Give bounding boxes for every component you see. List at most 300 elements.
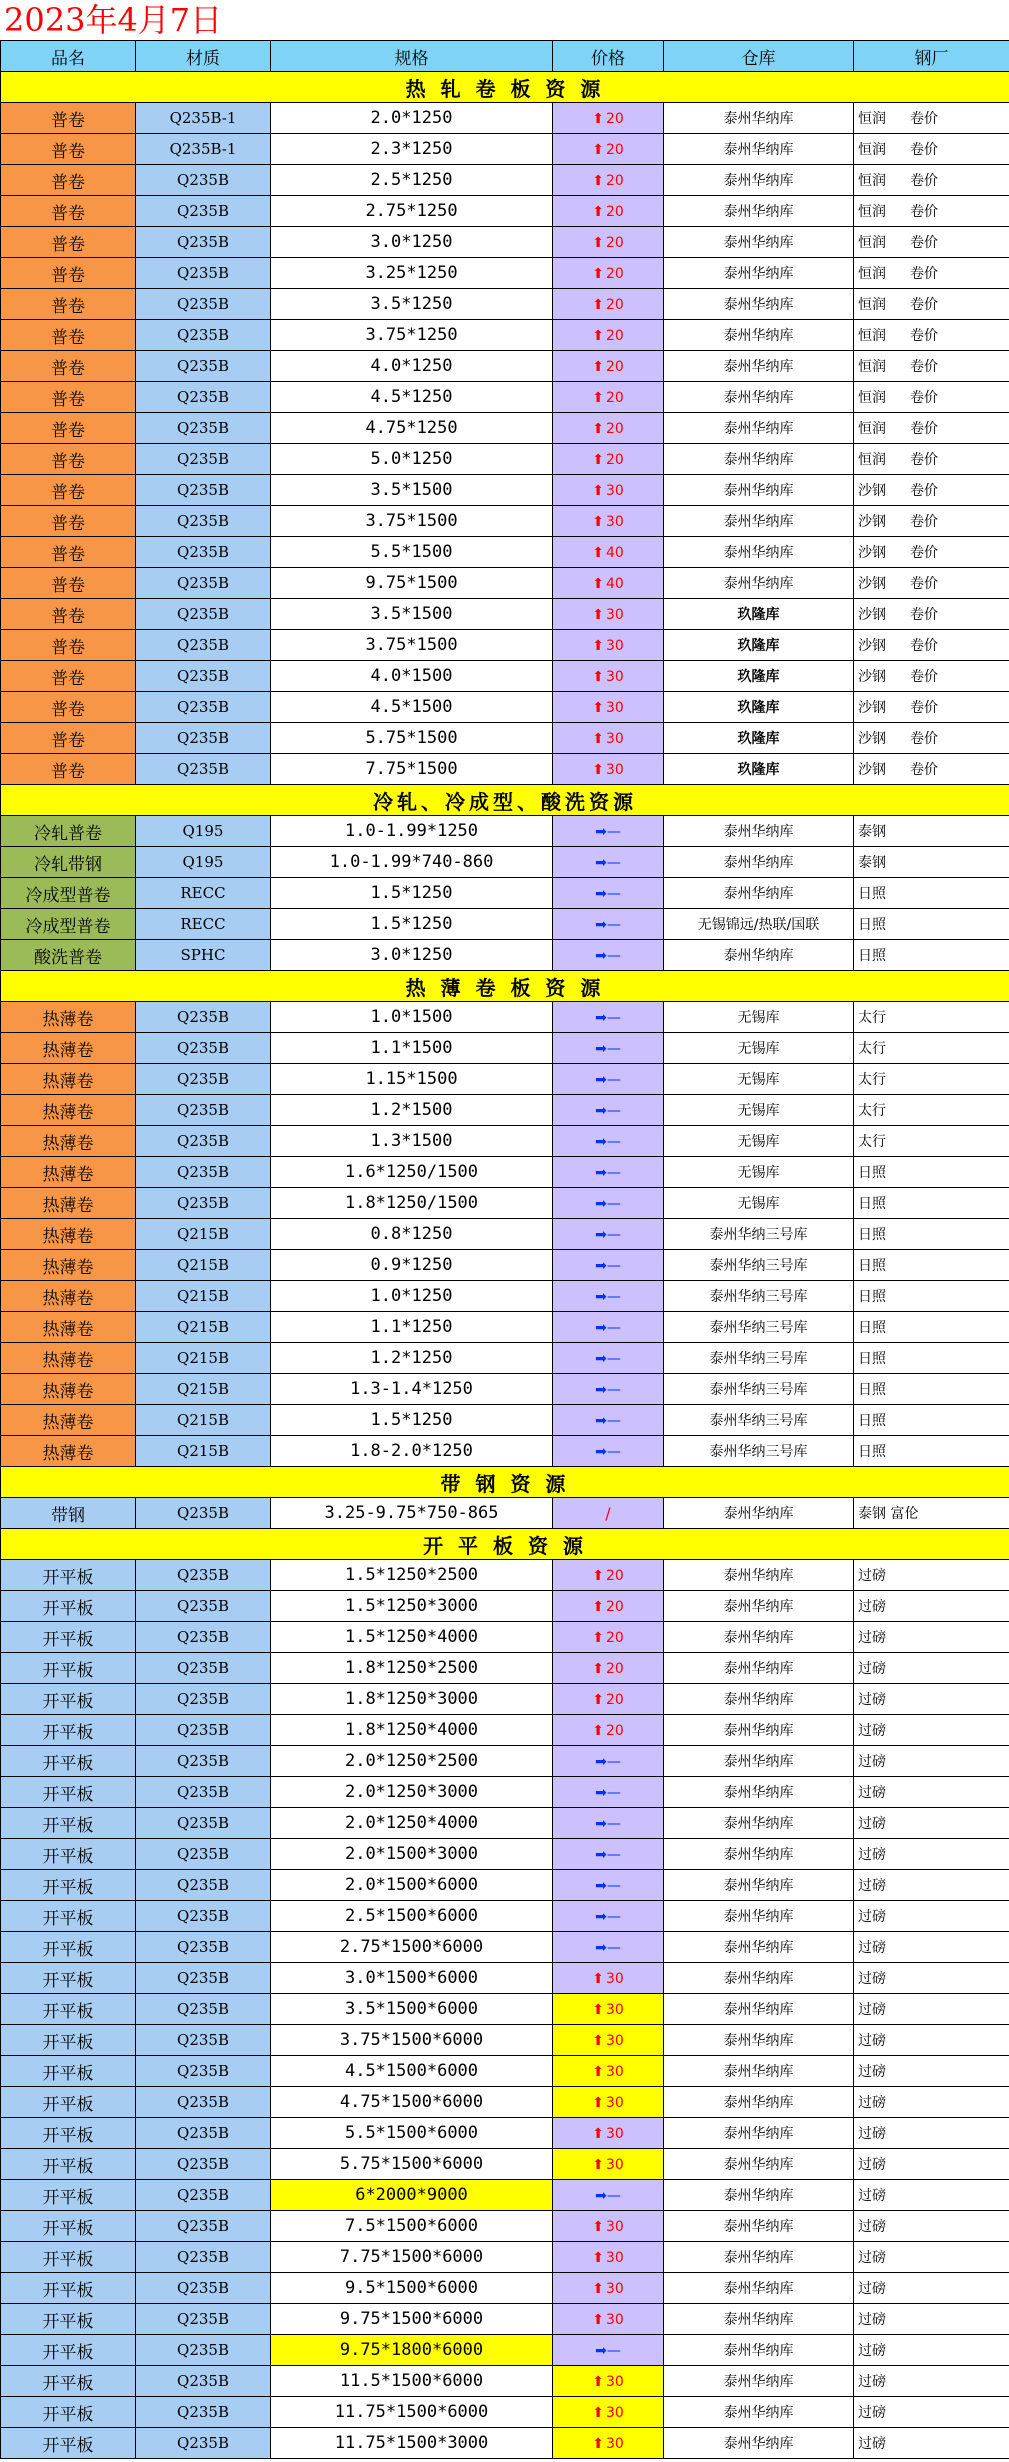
price-change	[595, 855, 621, 871]
spec-cell: 4.0*1250	[271, 351, 553, 382]
mill-name: 过磅	[858, 2126, 886, 2142]
mill-cell	[854, 2056, 1009, 2087]
warehouse-cell: 泰州华纳库	[664, 1870, 854, 1901]
mill-name: 过磅	[858, 1754, 886, 1770]
material-cell: Q235B	[136, 723, 271, 754]
spec-cell: 4.75*1500*6000	[271, 2087, 553, 2118]
price-cell	[553, 2397, 664, 2428]
warehouse-cell: 泰州华纳库	[664, 537, 854, 568]
price-value: —	[606, 1196, 621, 1212]
mill-name: 沙钢	[858, 731, 886, 747]
table-row	[1, 1777, 1009, 1808]
mill-cell	[854, 2335, 1009, 2366]
price-value: 20	[605, 359, 624, 375]
price-change	[595, 1165, 621, 1181]
warehouse-cell: 泰州华纳库	[664, 351, 854, 382]
price-change	[595, 1196, 621, 1212]
table-row	[1, 2180, 1009, 2211]
price-change	[595, 1072, 621, 1088]
table-row	[1, 2149, 1009, 2180]
material-cell: Q235B	[136, 630, 271, 661]
mill-name: 过磅	[858, 2343, 886, 2359]
material-cell: Q235B	[136, 661, 271, 692]
spec-cell: 6*2000*9000	[271, 2180, 553, 2211]
arrow-up-icon: ⬆	[592, 142, 604, 158]
price-cell	[553, 2428, 664, 2459]
mill-name: 日照	[858, 1165, 886, 1181]
spec-cell: 1.0*1500	[271, 1002, 553, 1033]
arrow-up-icon: ⬆	[592, 2095, 604, 2111]
mill-cell	[854, 940, 1009, 971]
mill-cell	[854, 320, 1009, 351]
price-value: 30	[605, 2095, 624, 2111]
material-cell: RECC	[136, 909, 271, 940]
product-name-cell: 冷成型普卷	[1, 909, 136, 940]
mill-cell	[854, 1126, 1009, 1157]
price-change	[595, 1103, 621, 1119]
table-row	[1, 1436, 1009, 1467]
price-cell	[553, 630, 664, 661]
spec-cell: 1.3-1.4*1250	[271, 1374, 553, 1405]
spec-cell: 3.5*1500	[271, 599, 553, 630]
warehouse-cell: 泰州华纳库	[664, 568, 854, 599]
price-value: —	[606, 1816, 621, 1832]
material-cell: Q195	[136, 816, 271, 847]
material-cell: Q235B	[136, 2304, 271, 2335]
table-row	[1, 444, 1009, 475]
material-cell: Q235B	[136, 351, 271, 382]
product-name-cell: 开平板	[1, 1746, 136, 1777]
mill-name: 过磅	[858, 2157, 886, 2173]
price-change	[592, 204, 624, 220]
price-cell	[553, 2304, 664, 2335]
warehouse-cell: 泰州华纳三号库	[664, 1219, 854, 1250]
price-value: 20	[605, 1599, 624, 1615]
price-cell	[553, 816, 664, 847]
spec-cell: 1.5*1250	[271, 878, 553, 909]
section-header-row	[1, 72, 1009, 103]
price-value: —	[606, 1320, 621, 1336]
mill-cell	[854, 1374, 1009, 1405]
arrow-up-icon: ⬆	[592, 483, 604, 499]
price-value: —	[606, 1754, 621, 1770]
price-change	[595, 1413, 621, 1429]
price-value: 20	[605, 421, 624, 437]
mill-name: 日照	[858, 1320, 886, 1336]
price-cell	[553, 382, 664, 413]
table-row	[1, 1250, 1009, 1281]
arrow-up-icon: ⬆	[592, 700, 604, 716]
material-cell: Q235B	[136, 1064, 271, 1095]
spec-cell: 1.5*1250	[271, 1405, 553, 1436]
warehouse-cell: 玖隆库	[664, 754, 854, 785]
warehouse-cell: 泰州华纳库	[664, 475, 854, 506]
arrow-right-icon: ➡	[595, 1382, 607, 1398]
spec-cell: 4.5*1500	[271, 692, 553, 723]
mill-cell	[854, 2149, 1009, 2180]
table-row	[1, 1746, 1009, 1777]
spec-cell: 1.0-1.99*1250	[271, 816, 553, 847]
warehouse-cell: 泰州华纳库	[664, 444, 854, 475]
warehouse-cell: 泰州华纳库	[664, 1498, 854, 1529]
mill-cell	[854, 1591, 1009, 1622]
arrow-right-icon: ➡	[595, 1103, 607, 1119]
spec-cell: 5.75*1500	[271, 723, 553, 754]
price-change	[592, 2064, 624, 2080]
price-cell	[553, 413, 664, 444]
arrow-up-icon: ⬆	[592, 1723, 604, 1739]
price-change	[595, 1878, 621, 1894]
price-value: 30	[605, 2312, 624, 2328]
table-row	[1, 382, 1009, 413]
price-value: 30	[605, 2219, 624, 2235]
price-change	[592, 545, 624, 561]
mill-name: 沙钢	[858, 762, 886, 778]
mill-note: 卷价	[910, 514, 938, 530]
product-name-cell: 开平板	[1, 2211, 136, 2242]
mill-name: 泰钢	[858, 824, 886, 840]
arrow-right-icon: ➡	[595, 1010, 607, 1026]
mill-cell	[854, 692, 1009, 723]
section-header-row	[1, 1467, 1009, 1498]
price-cell	[553, 1064, 664, 1095]
price-value: 30	[605, 607, 624, 623]
spec-cell: 1.5*1250*4000	[271, 1622, 553, 1653]
product-name-cell: 开平板	[1, 1653, 136, 1684]
mill-name: 日照	[858, 917, 886, 933]
mill-cell	[854, 413, 1009, 444]
price-cell	[553, 1219, 664, 1250]
price-change	[595, 917, 621, 933]
warehouse-cell: 泰州华纳库	[664, 940, 854, 971]
price-cell	[553, 1777, 664, 1808]
mill-note: 卷价	[910, 452, 938, 468]
price-cell	[553, 1405, 664, 1436]
mill-name: 过磅	[858, 2405, 886, 2421]
price-cell	[553, 1281, 664, 1312]
material-cell: Q235B	[136, 2149, 271, 2180]
arrow-right-icon: ➡	[595, 824, 607, 840]
price-change	[595, 948, 621, 964]
arrow-up-icon: ⬆	[592, 2219, 604, 2235]
table-row	[1, 1033, 1009, 1064]
material-cell: Q235B	[136, 2211, 271, 2242]
spec-cell: 9.5*1500*6000	[271, 2273, 553, 2304]
product-name-cell: 普卷	[1, 227, 136, 258]
mill-name: 过磅	[858, 1909, 886, 1925]
price-value: 30	[605, 483, 624, 499]
table-row	[1, 1622, 1009, 1653]
spec-cell: 1.3*1500	[271, 1126, 553, 1157]
table-row	[1, 1808, 1009, 1839]
product-name-cell: 开平板	[1, 2397, 136, 2428]
material-cell: Q235B	[136, 1994, 271, 2025]
mill-name: 沙钢	[858, 483, 886, 499]
price-value: —	[606, 1413, 621, 1429]
material-cell: Q215B	[136, 1312, 271, 1343]
spec-cell: 2.0*1500*3000	[271, 1839, 553, 1870]
product-name-cell: 开平板	[1, 1622, 136, 1653]
price-value: —	[606, 1165, 621, 1181]
warehouse-cell: 泰州华纳库	[664, 2273, 854, 2304]
header-spec: 规格	[271, 41, 553, 72]
mill-name: 过磅	[858, 2064, 886, 2080]
price-change	[592, 514, 624, 530]
mill-name: 日照	[858, 1351, 886, 1367]
warehouse-cell: 泰州华纳三号库	[664, 1250, 854, 1281]
arrow-right-icon: ➡	[595, 1444, 607, 1460]
arrow-up-icon: ⬆	[592, 607, 604, 623]
warehouse-cell: 泰州华纳库	[664, 2025, 854, 2056]
product-name-cell: 普卷	[1, 537, 136, 568]
mill-cell	[854, 754, 1009, 785]
price-cell	[553, 351, 664, 382]
product-name-cell: 酸洗普卷	[1, 940, 136, 971]
table-row	[1, 475, 1009, 506]
warehouse-cell: 泰州华纳库	[664, 196, 854, 227]
mill-cell	[854, 1808, 1009, 1839]
mill-name: 太行	[858, 1072, 886, 1088]
price-value: —	[606, 1847, 621, 1863]
price-change	[592, 1692, 624, 1708]
material-cell: Q235B	[136, 258, 271, 289]
mill-name: 太行	[858, 1041, 886, 1057]
price-cell	[553, 1746, 664, 1777]
table-row	[1, 847, 1009, 878]
warehouse-cell: 泰州华纳库	[664, 2242, 854, 2273]
table-row	[1, 630, 1009, 661]
warehouse-cell: 泰州华纳库	[664, 2366, 854, 2397]
price-value: —	[606, 824, 621, 840]
arrow-right-icon: ➡	[595, 1258, 607, 1274]
table-row	[1, 1374, 1009, 1405]
warehouse-cell: 玖隆库	[664, 599, 854, 630]
header-row	[1, 41, 1009, 72]
product-name-cell: 开平板	[1, 1994, 136, 2025]
table-row	[1, 1343, 1009, 1374]
price-cell	[553, 940, 664, 971]
material-cell: Q235B	[136, 320, 271, 351]
table-row	[1, 134, 1009, 165]
spec-cell: 5.75*1500*6000	[271, 2149, 553, 2180]
table-row	[1, 2056, 1009, 2087]
product-name-cell: 开平板	[1, 2335, 136, 2366]
price-value: —	[606, 1103, 621, 1119]
mill-cell	[854, 630, 1009, 661]
price-value: 30	[605, 2374, 624, 2390]
mill-note: 卷价	[910, 669, 938, 685]
price-change	[592, 607, 624, 623]
arrow-up-icon: ⬆	[592, 2312, 604, 2328]
mill-note: 卷价	[910, 483, 938, 499]
mill-name: 沙钢	[858, 607, 886, 623]
mill-cell	[854, 2366, 1009, 2397]
price-cell	[553, 165, 664, 196]
price-change	[592, 2033, 624, 2049]
mill-note: 卷价	[910, 638, 938, 654]
arrow-right-icon: ➡	[595, 1754, 607, 1770]
price-change	[595, 1444, 621, 1460]
price-change	[592, 1661, 624, 1677]
mill-cell	[854, 1188, 1009, 1219]
price-cell	[553, 599, 664, 630]
price-change	[595, 1289, 621, 1305]
arrow-right-icon: ➡	[595, 1134, 607, 1150]
material-cell: Q235B	[136, 1157, 271, 1188]
warehouse-cell: 泰州华纳库	[664, 2087, 854, 2118]
product-name-cell: 热薄卷	[1, 1064, 136, 1095]
material-cell: Q235B	[136, 1715, 271, 1746]
mill-name: 过磅	[858, 1661, 886, 1677]
price-value: —	[606, 1878, 621, 1894]
price-cell	[553, 506, 664, 537]
mill-name: 过磅	[858, 2095, 886, 2111]
mill-cell	[854, 2025, 1009, 2056]
material-cell: Q235B	[136, 289, 271, 320]
mill-note: 卷价	[910, 142, 938, 158]
mill-cell	[854, 1839, 1009, 1870]
price-change	[595, 1754, 621, 1770]
price-cell	[553, 1498, 664, 1529]
mill-name: 过磅	[858, 1599, 886, 1615]
table-row	[1, 940, 1009, 971]
price-change	[592, 359, 624, 375]
product-name-cell: 开平板	[1, 1715, 136, 1746]
table-row	[1, 1126, 1009, 1157]
mill-cell	[854, 1343, 1009, 1374]
material-cell: Q235B-1	[136, 134, 271, 165]
arrow-up-icon: ⬆	[592, 111, 604, 127]
product-name-cell: 开平板	[1, 1870, 136, 1901]
mill-cell	[854, 289, 1009, 320]
warehouse-cell: 泰州华纳库	[664, 1653, 854, 1684]
section-title: 热 薄 卷 板 资 源	[1, 971, 1009, 1002]
material-cell: Q235B	[136, 2366, 271, 2397]
price-cell	[553, 444, 664, 475]
table-row	[1, 816, 1009, 847]
mill-name: 恒润	[858, 297, 886, 313]
material-cell: Q235B	[136, 1560, 271, 1591]
table-row	[1, 1591, 1009, 1622]
mill-name: 太行	[858, 1134, 886, 1150]
warehouse-cell: 无锡库	[664, 1033, 854, 1064]
arrow-right-icon: ➡	[595, 886, 607, 902]
material-cell: SPHC	[136, 940, 271, 971]
price-change	[592, 1630, 624, 1646]
warehouse-cell: 泰州华纳库	[664, 1932, 854, 1963]
table-row	[1, 1064, 1009, 1095]
spec-cell: 3.25*1250	[271, 258, 553, 289]
product-name-cell: 普卷	[1, 506, 136, 537]
warehouse-cell: 泰州华纳库	[664, 2397, 854, 2428]
warehouse-cell: 无锡库	[664, 1064, 854, 1095]
mill-cell	[854, 227, 1009, 258]
table-row	[1, 1963, 1009, 1994]
warehouse-cell: 玖隆库	[664, 692, 854, 723]
product-name-cell: 普卷	[1, 661, 136, 692]
material-cell: Q235B	[136, 1808, 271, 1839]
price-value: —	[606, 1072, 621, 1088]
warehouse-cell: 泰州华纳库	[664, 1808, 854, 1839]
table-row	[1, 1839, 1009, 1870]
arrow-right-icon: ➡	[595, 1351, 607, 1367]
spec-cell: 2.75*1500*6000	[271, 1932, 553, 1963]
mill-note: 卷价	[910, 731, 938, 747]
warehouse-cell: 泰州华纳库	[664, 134, 854, 165]
price-value: /	[605, 1503, 611, 1523]
price-change	[592, 421, 624, 437]
price-value: —	[606, 2343, 621, 2359]
material-cell: Q235B	[136, 1622, 271, 1653]
table-row	[1, 165, 1009, 196]
mill-cell	[854, 1932, 1009, 1963]
warehouse-cell: 泰州华纳库	[664, 1622, 854, 1653]
arrow-up-icon: ⬆	[592, 514, 604, 530]
product-name-cell: 热薄卷	[1, 1374, 136, 1405]
section-header-row	[1, 785, 1009, 816]
product-name-cell: 普卷	[1, 599, 136, 630]
table-row	[1, 2087, 1009, 2118]
material-cell: Q235B	[136, 1095, 271, 1126]
mill-cell	[854, 1312, 1009, 1343]
price-change	[592, 2312, 624, 2328]
price-cell	[553, 1901, 664, 1932]
header-material: 材质	[136, 41, 271, 72]
mill-name: 过磅	[858, 2312, 886, 2328]
material-cell: Q235B	[136, 382, 271, 413]
mill-name: 恒润	[858, 142, 886, 158]
arrow-right-icon: ➡	[595, 1165, 607, 1181]
material-cell: Q235B	[136, 1126, 271, 1157]
table-row	[1, 2211, 1009, 2242]
price-cell	[553, 1033, 664, 1064]
table-row	[1, 2335, 1009, 2366]
mill-name: 泰钢	[858, 855, 886, 871]
price-cell	[553, 1808, 664, 1839]
arrow-right-icon: ➡	[595, 2343, 607, 2359]
price-cell	[553, 1653, 664, 1684]
material-cell: Q215B	[136, 1374, 271, 1405]
spec-cell: 1.8*1250*4000	[271, 1715, 553, 1746]
table-row	[1, 1157, 1009, 1188]
table-row	[1, 1870, 1009, 1901]
table-row	[1, 1715, 1009, 1746]
material-cell: Q235B	[136, 2056, 271, 2087]
price-value: —	[606, 886, 621, 902]
warehouse-cell: 无锡库	[664, 1002, 854, 1033]
spec-cell: 3.25-9.75*750-865	[271, 1498, 553, 1529]
warehouse-cell: 泰州华纳库	[664, 2211, 854, 2242]
price-cell	[553, 1374, 664, 1405]
material-cell: Q235B-1	[136, 103, 271, 134]
price-value: —	[606, 1041, 621, 1057]
price-change	[595, 1041, 621, 1057]
price-cell	[553, 2087, 664, 2118]
warehouse-cell: 泰州华纳库	[664, 2304, 854, 2335]
price-change	[592, 142, 624, 158]
table-row	[1, 2242, 1009, 2273]
mill-note: 卷价	[910, 235, 938, 251]
warehouse-cell: 泰州华纳库	[664, 2149, 854, 2180]
arrow-up-icon: ⬆	[592, 1692, 604, 1708]
material-cell: Q235B	[136, 506, 271, 537]
mill-name: 过磅	[858, 1971, 886, 1987]
mill-name: 日照	[858, 1413, 886, 1429]
material-cell: Q235B	[136, 2335, 271, 2366]
price-change	[595, 1227, 621, 1243]
mill-cell	[854, 1963, 1009, 1994]
price-cell	[553, 537, 664, 568]
